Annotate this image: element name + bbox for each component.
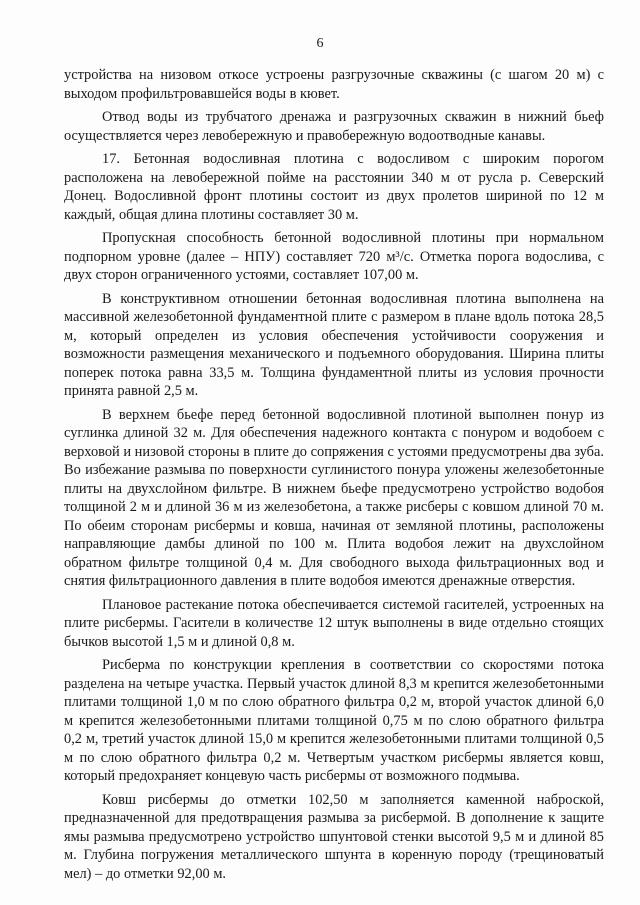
paragraph-drainage-outlet: Отвод воды из трубчатого дренажа и разгрузочных скважин в нижний бьеф осуществляется через левобережную и правобережную водоотводные канавы.: [64, 109, 604, 144]
paragraph-continuation: устройства на низовом откосе устроены разгрузочные скважины (с шагом 20 м) с выходом профильтровавшейся воды в кювет.: [64, 67, 604, 102]
paragraph-foundation-slab: В конструктивном отношении бетонная водосливная плотина выполнена на массивной железобетонной фундаментной плите с размером в плане вдоль потока 28,5 м, который определен из условия обеспечения устойчивости сооружения и возможности размещения механического и подъемного оборудования. Ширина плиты поперек потока равна 33,5 м. Толщина фундаментной плиты из условия прочности принята равной 2,5 м.: [64, 290, 604, 399]
document-body: [64, 66, 604, 883]
paragraph-bucket: Ковш рисбермы до отметки 102,50 м заполняется каменной наброской, предназначенной для предотвращения размыва за рисбермой. В дополнение к защите ямы размыва предусмотрено устройство шпунтовой стенки высотой 9,5 м и длиной 85 м. Глубина погружения металлического шпунта в коренную породу (трещиноватый мел) – до отметки 92,00 м.: [64, 791, 604, 882]
page-number: 6: [316, 36, 324, 51]
paragraph-risberm-sections: Рисберма по конструкции крепления в соответствии со скоростями потока разделена на четыре участка. Первый участок длиной 8,3 м крепится железобетонными плитами толщиной 1,0 м по слою обратного фильтра 0,2 м, второй участок длиной 6,0 м крепится железобетонными плитами толщиной 0,75 м по слою обратного фильтра 0,2 м, третий участок длиной 15,0 м крепится железобетонными плитами толщиной 0,5 м по слою обратного фильтра 0,2 м. Четвертым участком рисбермы является ковш, который предохраняет концевую часть рисбермы от возможного подмыва.: [64, 657, 604, 784]
paragraph-17-spillway-dam: 17. Бетонная водосливная плотина с водосливом с широким порогом расположена на левобережной пойме на расстоянии 340 м от русла р. Северский Донец. Водосливной фронт плотины состоит из двух пролетов шириной по 12 м каждый, общая длина плотины составляет 30 м.: [64, 151, 604, 223]
paragraph-throughput: Пропускная способность бетонной водосливной плотины при нормальном подпорном уровне (далее – НПУ) составляет 720 м³/с. Отметка порога водослива, с двух сторон ограниченного устоями, составляет 107,00 м.: [64, 230, 604, 283]
paragraph-dampers: Плановое растекание потока обеспечивается системой гасителей, устроенных на плите рисбермы. Гасители в количестве 12 штук выполнены в виде отдельно стоящих бычков высотой 1,5 м и длиной 0,8 м.: [64, 596, 604, 650]
paragraph-upstream-apron: В верхнем бьефе перед бетонной водосливной плотиной выполнен понур из суглинка длиной 32 м. Для обеспечения надежного контакта с понуром и водобоем с верховой и низовой стороны в плите до сопряжения с устоями предусмотрены два зуба. Во избежание размыва по поверхности суглинистого понура уложены железобетонные плиты на двухслойном фильтре. В нижнем бьефе предусмотрено устройство водобоя толщиной 2 м и длиной 36 м из железобетона, а также рисберы с ковшом длиной 70 м. По обеим сторонам рисбермы и ковша, начиная от земляной плотины, расположены направляющие дамбы длиной по 100 м. Плита водобоя лежит на двухслойном обратном фильтре толщиной 0,4 м. Для свободного выхода фильтрационных вод и снятия фильтрационного давления в плите водобоя имеются дренажные отверстия.: [64, 406, 604, 589]
